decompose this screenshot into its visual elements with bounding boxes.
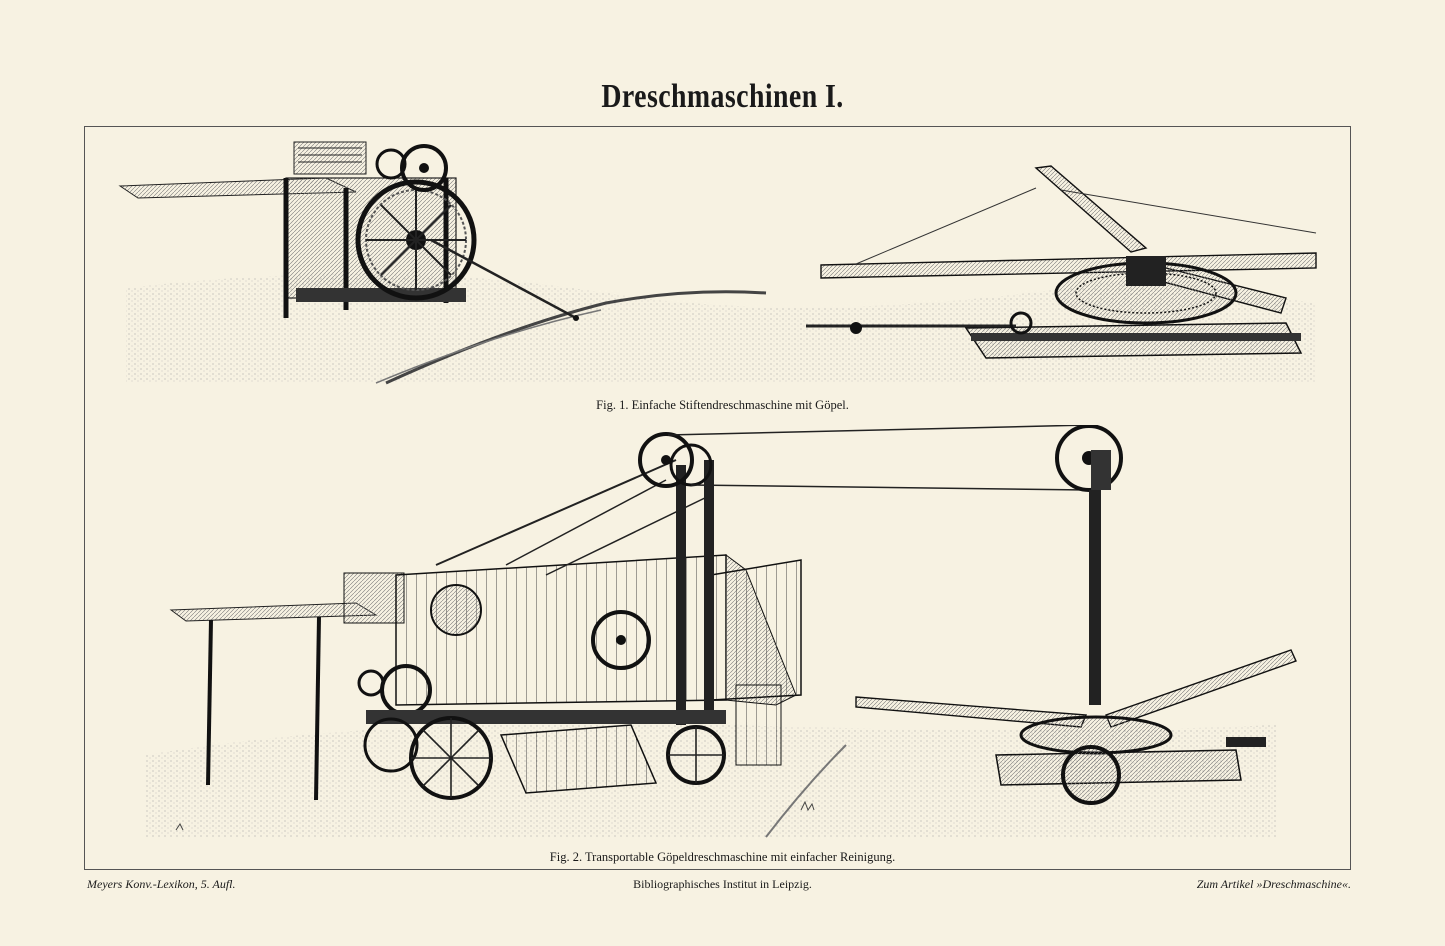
figure-2-caption: Fig. 2. Transportable Göpeldreschmaschine mit einfacher Reinigung.: [549, 850, 896, 864]
figure-1-caption: Fig. 1. Einfache Stiftendreschmaschine mit Göpel.: [596, 398, 849, 412]
page-title: Dreschmaschinen I.: [601, 78, 844, 115]
footer-article-ref: Zum Artikel »Dreschmaschine«.: [1196, 877, 1351, 891]
figure-2-engraving: [86, 425, 1349, 845]
footer-source: Meyers Konv.-Lexikon, 5. Aufl.: [87, 877, 236, 891]
figure-1-engraving: [86, 128, 1349, 390]
footer-publisher: Bibliographisches Institut in Leipzig.: [633, 877, 812, 891]
